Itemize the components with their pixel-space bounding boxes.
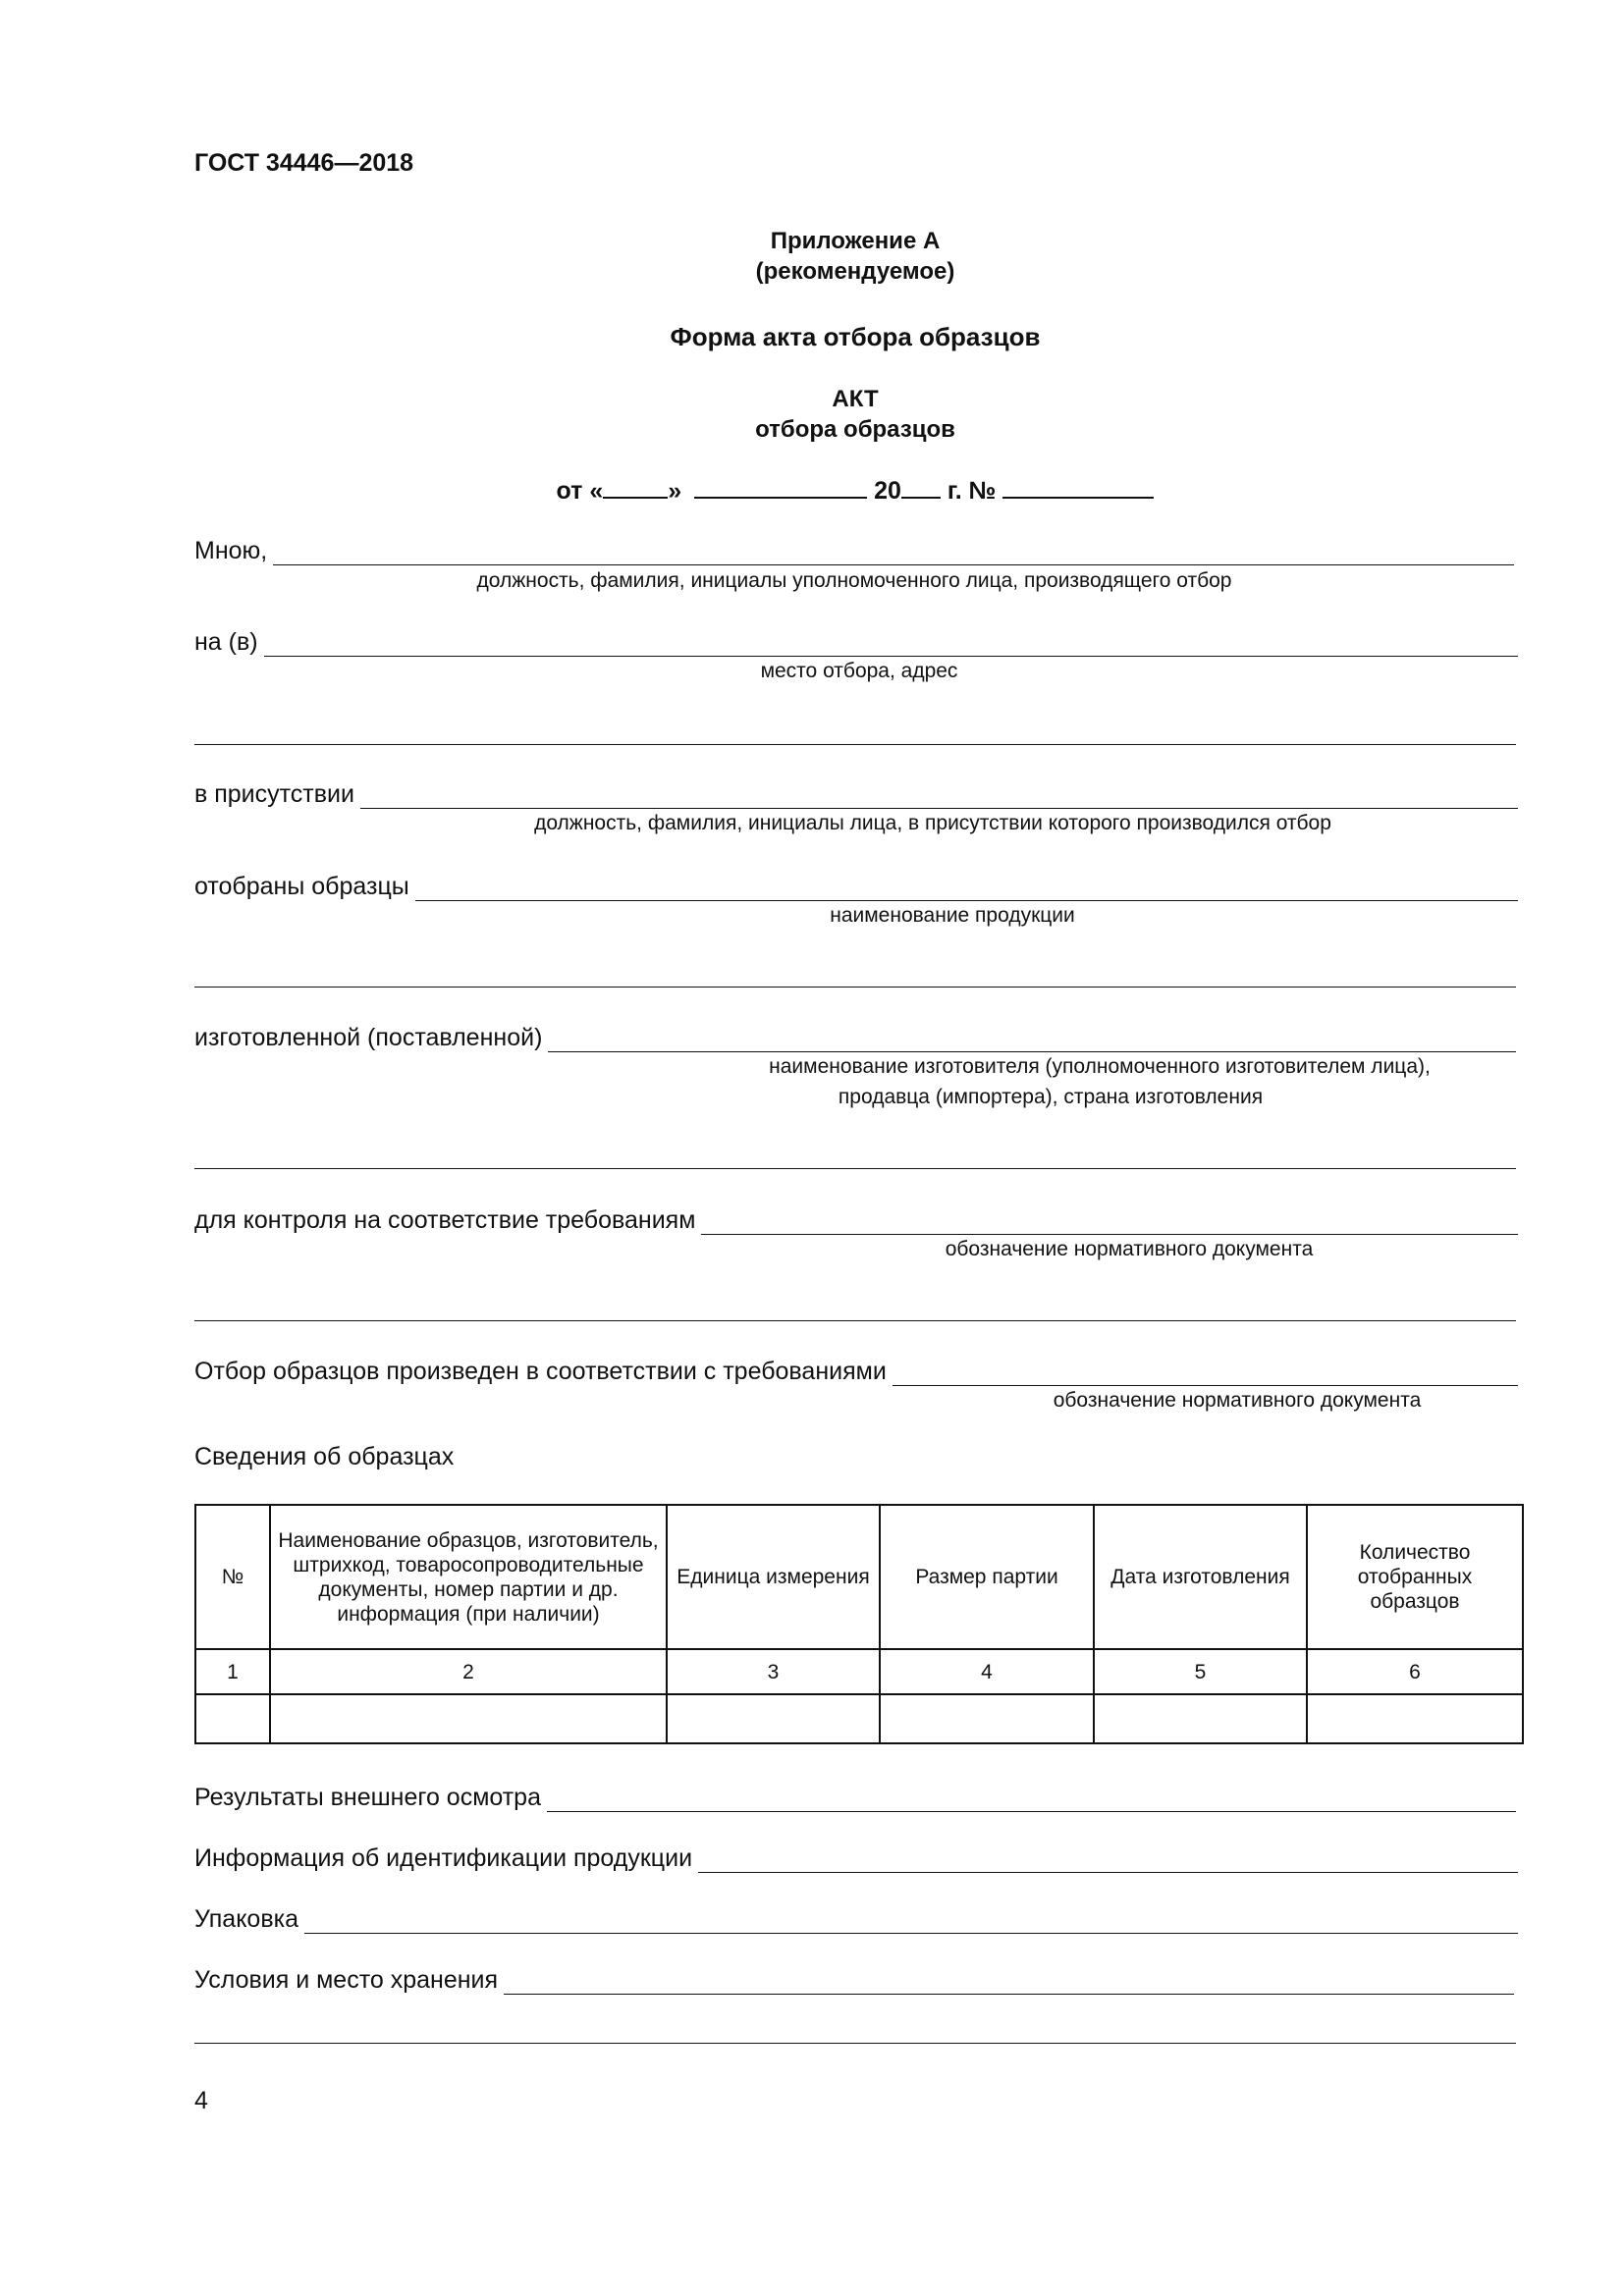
packaging-label: Упаковка — [194, 1905, 298, 1933]
manufactured-continuation-line[interactable] — [194, 1168, 1516, 1169]
manufactured-line[interactable] — [548, 1030, 1516, 1052]
column-number: 1 — [195, 1649, 270, 1694]
identification-label: Информация об идентификации продукции — [194, 1844, 693, 1872]
sampling-req-hint: обозначение нормативного документа — [1053, 1389, 1422, 1412]
column-number: 3 — [667, 1649, 880, 1694]
document-code: ГОСТ 34446—2018 — [194, 149, 414, 177]
place-hint: место отбора, адрес — [760, 660, 958, 682]
form-title: Форма акта отбора образцов — [670, 322, 1041, 351]
samples-hint: наименование продукции — [830, 904, 1075, 927]
column-header: Количество отобранных образцов — [1307, 1505, 1523, 1649]
date-quote-close: » — [668, 477, 682, 505]
table-cell[interactable] — [270, 1694, 667, 1743]
place-label: на (в) — [194, 628, 258, 656]
field-storage — [194, 1963, 1514, 1995]
samples-label: отобраны образцы — [194, 873, 409, 900]
table-cell[interactable] — [667, 1694, 880, 1743]
storage-continuation-line[interactable] — [194, 2043, 1516, 2044]
samples-line[interactable] — [415, 879, 1518, 901]
column-header: Дата изготовления — [1094, 1505, 1307, 1649]
by-whom-line[interactable] — [273, 543, 1514, 565]
control-line[interactable] — [701, 1212, 1518, 1235]
samples-info-title: Сведения об образцах — [194, 1443, 455, 1470]
manufactured-label: изготовленной (поставленной) — [194, 1024, 543, 1051]
table-cell[interactable] — [1307, 1694, 1523, 1743]
field-by-whom — [194, 534, 1514, 565]
manufactured-hint-line1: наименование изготовителя (уполномоченного изготовителем лица), — [769, 1055, 1431, 1078]
month-field[interactable] — [694, 477, 867, 499]
field-manufactured — [194, 1021, 1516, 1052]
table-cell[interactable] — [195, 1694, 270, 1743]
column-number: 4 — [880, 1649, 1094, 1694]
column-number: 5 — [1094, 1649, 1307, 1694]
column-header: Наименование образцов, изготовитель, штрихкод, товаросопроводительные документы, номер партии и др. информация (при наличии) — [270, 1505, 667, 1649]
field-control — [194, 1203, 1518, 1235]
place-continuation-line[interactable] — [194, 744, 1516, 745]
column-number-row — [195, 1649, 1523, 1694]
inspection-label: Результаты внешнего осмотра — [194, 1784, 541, 1811]
table-header-row — [195, 1505, 1523, 1649]
act-subtitle: отбора образцов — [755, 416, 955, 443]
field-sampling-requirements — [194, 1355, 1518, 1386]
field-inspection — [194, 1781, 1516, 1812]
field-packaging — [194, 1902, 1518, 1934]
control-continuation-line[interactable] — [194, 1320, 1516, 1321]
field-place — [194, 625, 1518, 657]
control-hint: обозначение нормативного документа — [945, 1238, 1314, 1260]
table-cell[interactable] — [880, 1694, 1094, 1743]
table-cell[interactable] — [1094, 1694, 1307, 1743]
appendix-status: (рекомендуемое) — [755, 258, 955, 285]
page-number: 4 — [194, 2087, 208, 2114]
inspection-line[interactable] — [547, 1789, 1516, 1812]
samples-table — [194, 1504, 1524, 1744]
field-samples — [194, 870, 1518, 901]
presence-label: в присутствии — [194, 780, 354, 808]
column-number: 6 — [1307, 1649, 1523, 1694]
day-field[interactable] — [603, 477, 668, 499]
by-whom-label: Мною, — [194, 537, 268, 564]
manufactured-hint-line2: продавца (импортера), страна изготовления — [838, 1086, 1264, 1108]
year-field[interactable] — [901, 477, 941, 499]
field-presence — [194, 777, 1518, 809]
control-label: для контроля на соответствие требованиям — [194, 1206, 696, 1234]
column-number: 2 — [270, 1649, 667, 1694]
place-line[interactable] — [264, 634, 1518, 657]
act-title: АКТ — [832, 386, 879, 412]
presence-hint: должность, фамилия, инициалы лица, в присутствии которого производился отбор — [534, 812, 1331, 834]
act-number-field[interactable] — [1002, 477, 1154, 499]
year-prefix: 20 — [874, 477, 901, 505]
identification-line[interactable] — [698, 1850, 1518, 1873]
storage-label: Условия и место хранения — [194, 1966, 499, 1994]
field-identification — [194, 1842, 1518, 1873]
by-whom-hint: должность, фамилия, инициалы уполномоченного лица, производящего отбор — [476, 569, 1232, 592]
sampling-req-label: Отбор образцов произведен в соответствии с требованиями — [194, 1358, 887, 1385]
act-date-line — [0, 477, 1624, 506]
samples-continuation-line[interactable] — [194, 987, 1516, 988]
number-prefix: г. № — [947, 477, 997, 505]
storage-line[interactable] — [504, 1972, 1514, 1995]
date-prefix: от « — [556, 477, 604, 505]
appendix-title: Приложение А — [770, 228, 941, 254]
table-row — [195, 1694, 1523, 1743]
column-header: № — [195, 1505, 270, 1649]
presence-line[interactable] — [360, 786, 1518, 809]
column-header: Размер партии — [880, 1505, 1094, 1649]
column-header: Единица измерения — [667, 1505, 880, 1649]
packaging-line[interactable] — [304, 1911, 1518, 1934]
sampling-req-line[interactable] — [893, 1363, 1518, 1386]
